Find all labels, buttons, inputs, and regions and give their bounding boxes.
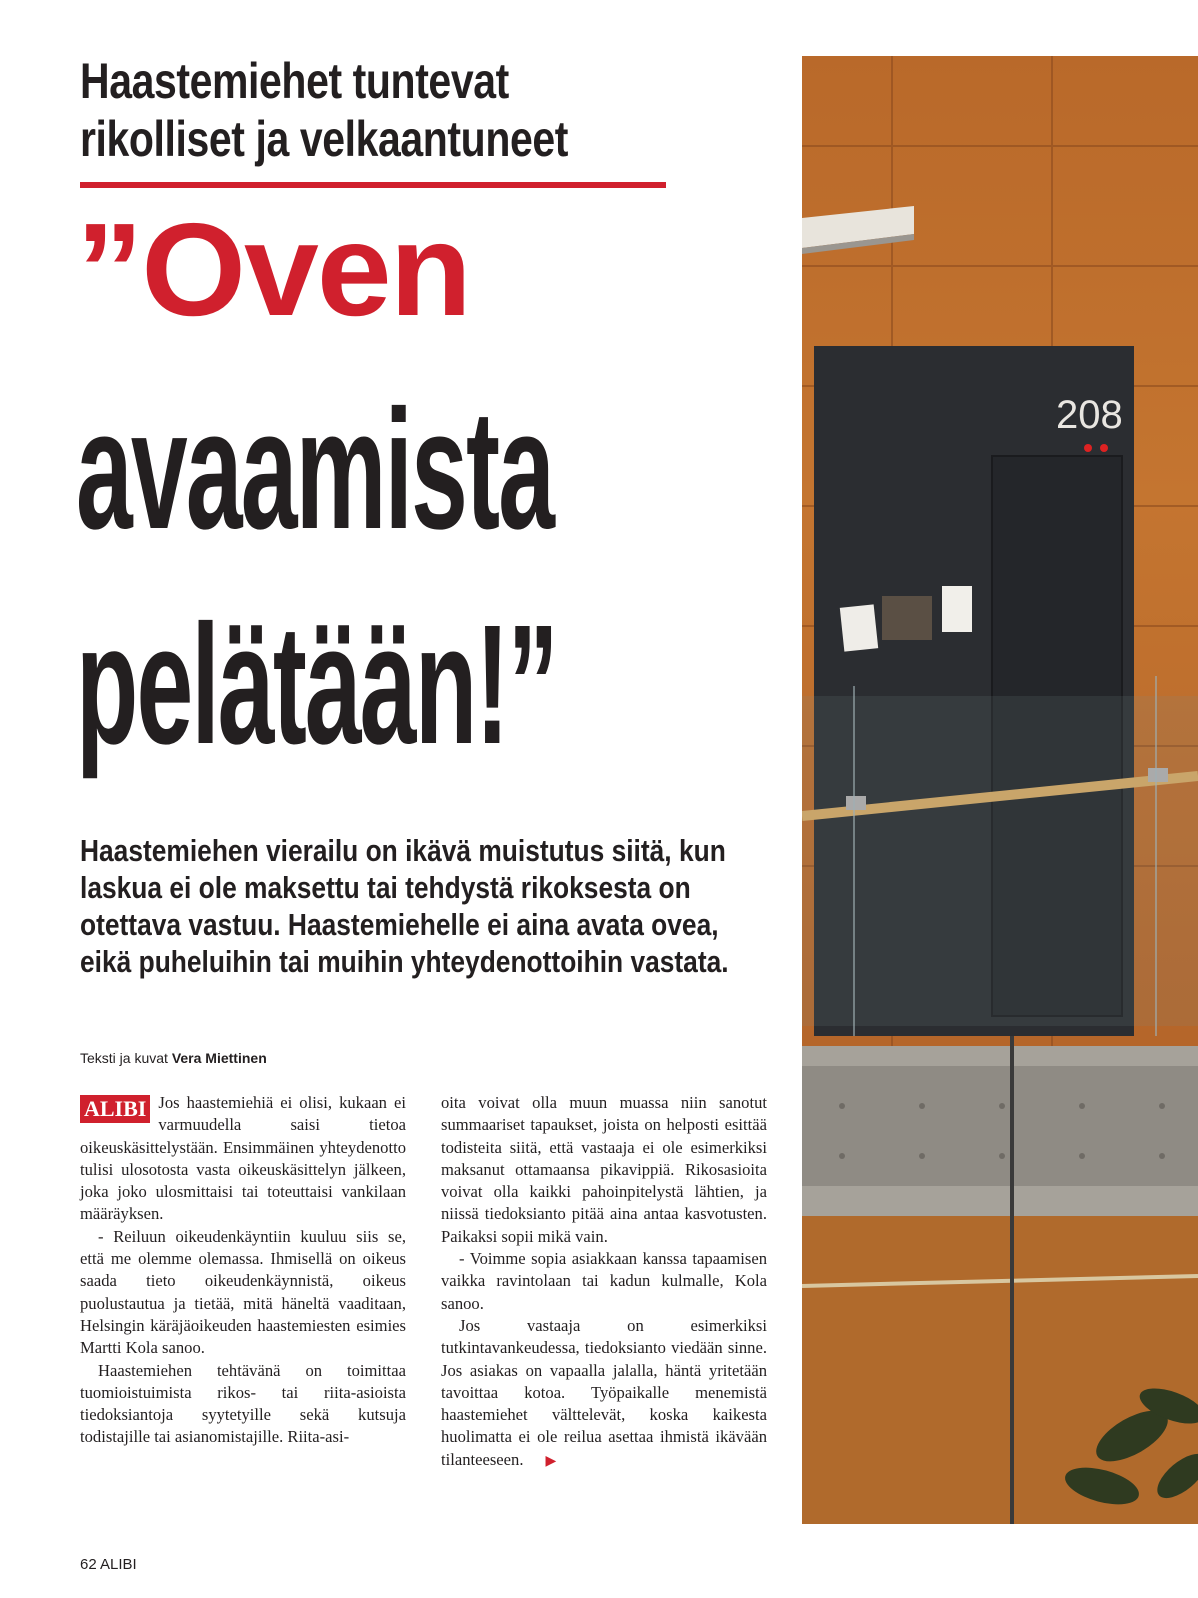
headline-line-2: avaamista [76,375,554,565]
paragraph-text: Jos haastemiehiä ei olisi, kukaan ei varmuudella saisi tietoa oikeuskäsittelystään. Ensimmäinen yhteydenotto tulisi ulosotosta vasta oikeuskäsittelyn jälkeen, joka joko ulosmittaisi tai toteuttaisi vankilaan määräyksen. [80,1093,406,1224]
red-rule [80,182,666,188]
byline [80,1050,267,1066]
body-paragraph: - Reiluun oikeudenkäyntiin kuuluu siis se, että me olemme olemassa. Ihmisellä on oikeus saada tieto oikeudenkäynnistä, oikeus puolustautua ja tietää, mitä häneltä vaaditaan, Helsingin käräjäoikeuden haastemiesten esimies Martti Kola sanoo. [80,1226,406,1358]
alibi-logo: ALIBI [80,1095,150,1123]
body-paragraph [441,1315,767,1473]
body-paragraph: oita voivat olla muun muassa niin sanotut summaariset tapaukset, joista on helposti esittää todisteita siitä, että vastaaja ei ole esimerkiksi maksanut ottamaansa pikavippiä. Rikosasioita voivat olla kaikki pahoinpitelystä lähtien, ja niissä tiedoksianto pitää aina antaa kasvotusten. Paikaksi sopii mikä vain. [441,1093,767,1246]
courthouse-photo [802,56,1198,1524]
body-paragraph: - Voimme sopia asiakkaan kanssa tapaamisen vaikka ravintolaan tai kadun kulmalle, Kola sanoo. [441,1249,767,1313]
kicker-headline: Haastemiehet tuntevat rikolliset ja velkaantuneet [80,53,568,167]
photo-illustration [802,56,1198,1524]
body-paragraph [80,1092,406,1226]
body-column-1 [80,1092,406,1449]
body-paragraph: Haastemiehen tehtävänä on toimittaa tuomioistuimista rikos- tai riita-asioista tiedoksiantoja syytetyille sekä kutsuja todistajille tai asianomistajille. Riita-asi- [80,1360,406,1447]
paragraph-text: Jos vastaaja on esimerkiksi tutkintavankeudessa, tiedoksianto viedään sinne. Jos asiakas on vapaalla jalalla, häntä yritetään tavoittaa kotoa. Työpaikalle menemistä haastemiehet välttelevät, koska kaikesta huolimatta ei ole reilua asettaa ihmistä ikävään tilanteeseen. [441,1315,767,1469]
body-column-2 [441,1092,767,1473]
byline-author: Vera Miettinen [171,1050,267,1066]
headline-line-3: pelätään!” [76,590,557,780]
end-mark-icon: ▶ [545,1453,557,1469]
lead-paragraph [80,832,760,980]
byline-label: Teksti ja kuvat [80,1050,168,1066]
page-footer: 62 ALIBI [80,1556,137,1573]
door-number: 208 [1056,393,1123,437]
headline-line-1: ”Oven [76,196,470,343]
lead-text: Haastemiehen vierailu on ikävä muistutus siitä, kun laskua ei ole maksettu tai tehdystä rikoksesta on otettava vastuu. Haastemiehelle ei aina avata ovea, eikä puheluihin tai muihin yhteydenottoihin vastata. [80,833,729,979]
